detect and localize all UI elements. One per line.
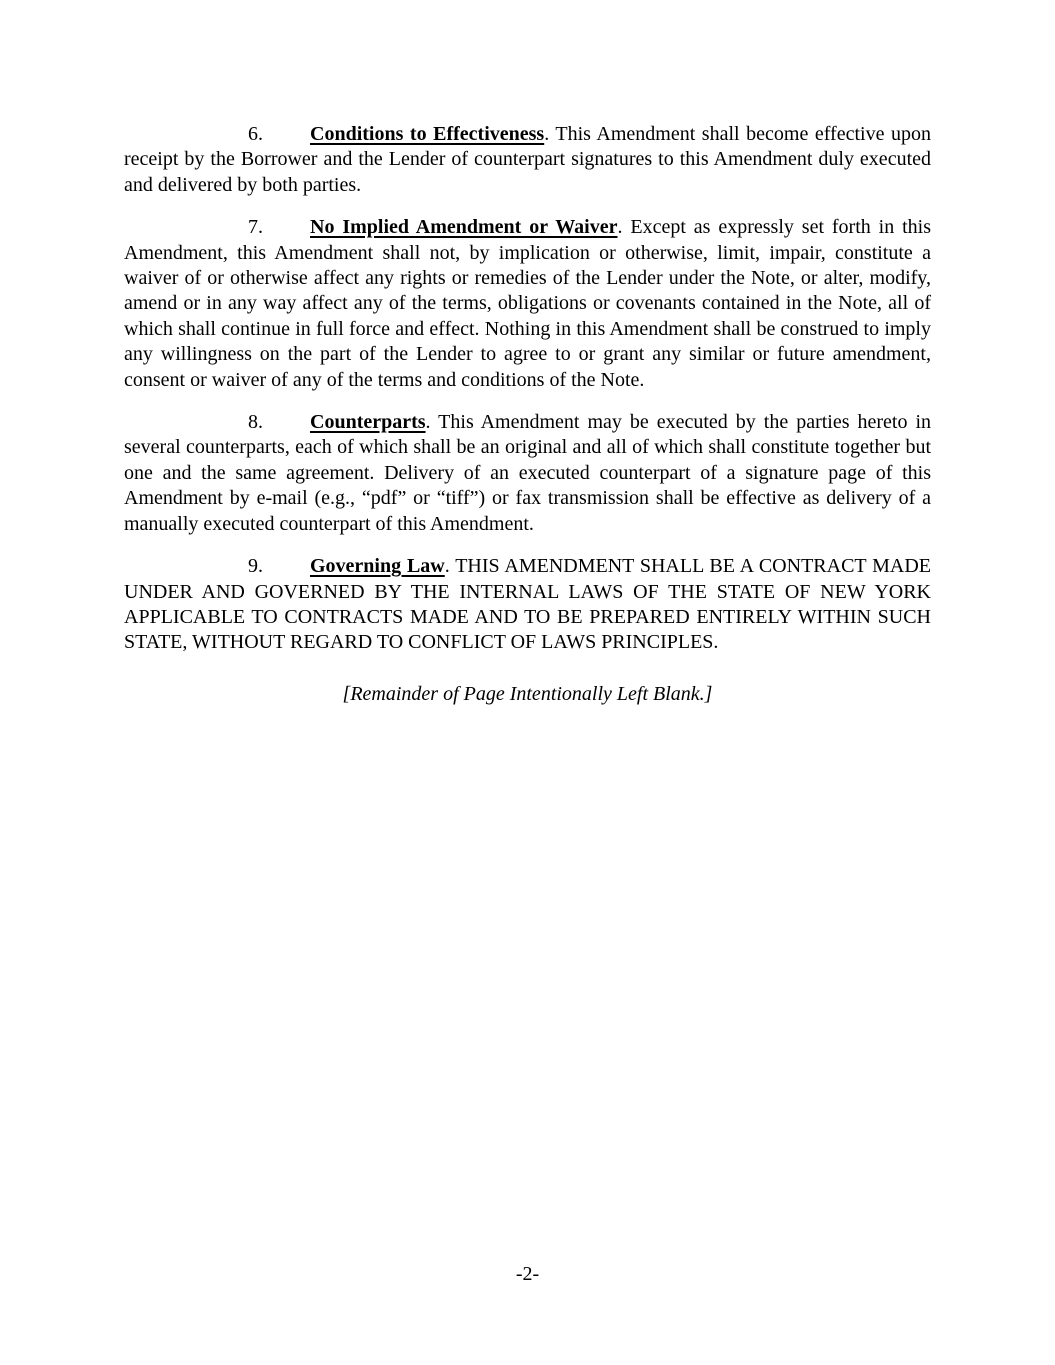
paragraph-body: . THIS AMENDMENT SHALL BE A CONTRACT MADE UNDER AND GOVERNED BY THE INTERNAL LAWS OF THE STATE OF NEW YORK APPLICABLE TO CONTRACTS MADE AND TO BE PREPARED ENTIRELY WITHIN SUCH STATE, WITHOUT REGARD TO CONFLICT OF LAWS PRINCIPLES. (124, 555, 931, 654)
remainder-notice: [Remainder of Page Intentionally Left Blank.] (342, 682, 713, 705)
paragraph-body: . This Amendment shall become effective upon receipt by the Borrower and the Lender of counterpart signatures to this Amendment duly executed and delivered by both parties. (124, 123, 931, 196)
paragraph-body: . Except as expressly set forth in this Amendment, this Amendment shall not, by implication or otherwise, limit, impair, constitute a waiver of or otherwise affect any rights or remedies of the Lender under the Note, or alter, modify, amend or in any way affect any of the terms, obligations or covenants contained in the Note, all of which shall continue in full force and effect. Nothing in this Amendment shall be construed to imply any willingness on the part of the Lender to agree to or grant any similar or future amendment, consent or waiver of any of the terms and conditions of the Note. (124, 216, 931, 391)
paragraph-governing-law (124, 554, 931, 656)
paragraph-number: 6. (248, 123, 263, 145)
paragraph-lead (124, 122, 310, 147)
paragraph-lead (124, 554, 310, 579)
paragraph-heading: Conditions to Effectiveness (310, 123, 545, 145)
paragraph-heading: No Implied Amendment or Waiver (310, 216, 618, 239)
paragraph-lead (124, 215, 310, 240)
paragraph-conditions-to-effectiveness (124, 122, 931, 198)
paragraph-number: 9. (248, 555, 263, 578)
paragraph-number: 8. (248, 411, 263, 434)
paragraph-lead (124, 410, 310, 435)
page-number: -2- (515, 1262, 540, 1285)
paragraph-counterparts (124, 410, 931, 537)
document-content (124, 122, 931, 707)
paragraph-body: . This Amendment may be executed by the parties hereto in several counterparts, each of which shall be an original and all of which shall constitute together but one and the same agreement. Delivery of an executed counterpart of a signature page of this Amendment by e-mail (e.g., “pdf” or “tiff”) or fax transmission shall be effective as delivery of a manually executed counterpart of this Amendment. (124, 411, 931, 535)
paragraph-heading: Governing Law (310, 555, 445, 578)
paragraph-no-implied-amendment-or-waiver (124, 215, 931, 393)
paragraph-heading: Counterparts (310, 411, 426, 434)
paragraph-number: 7. (248, 216, 263, 239)
